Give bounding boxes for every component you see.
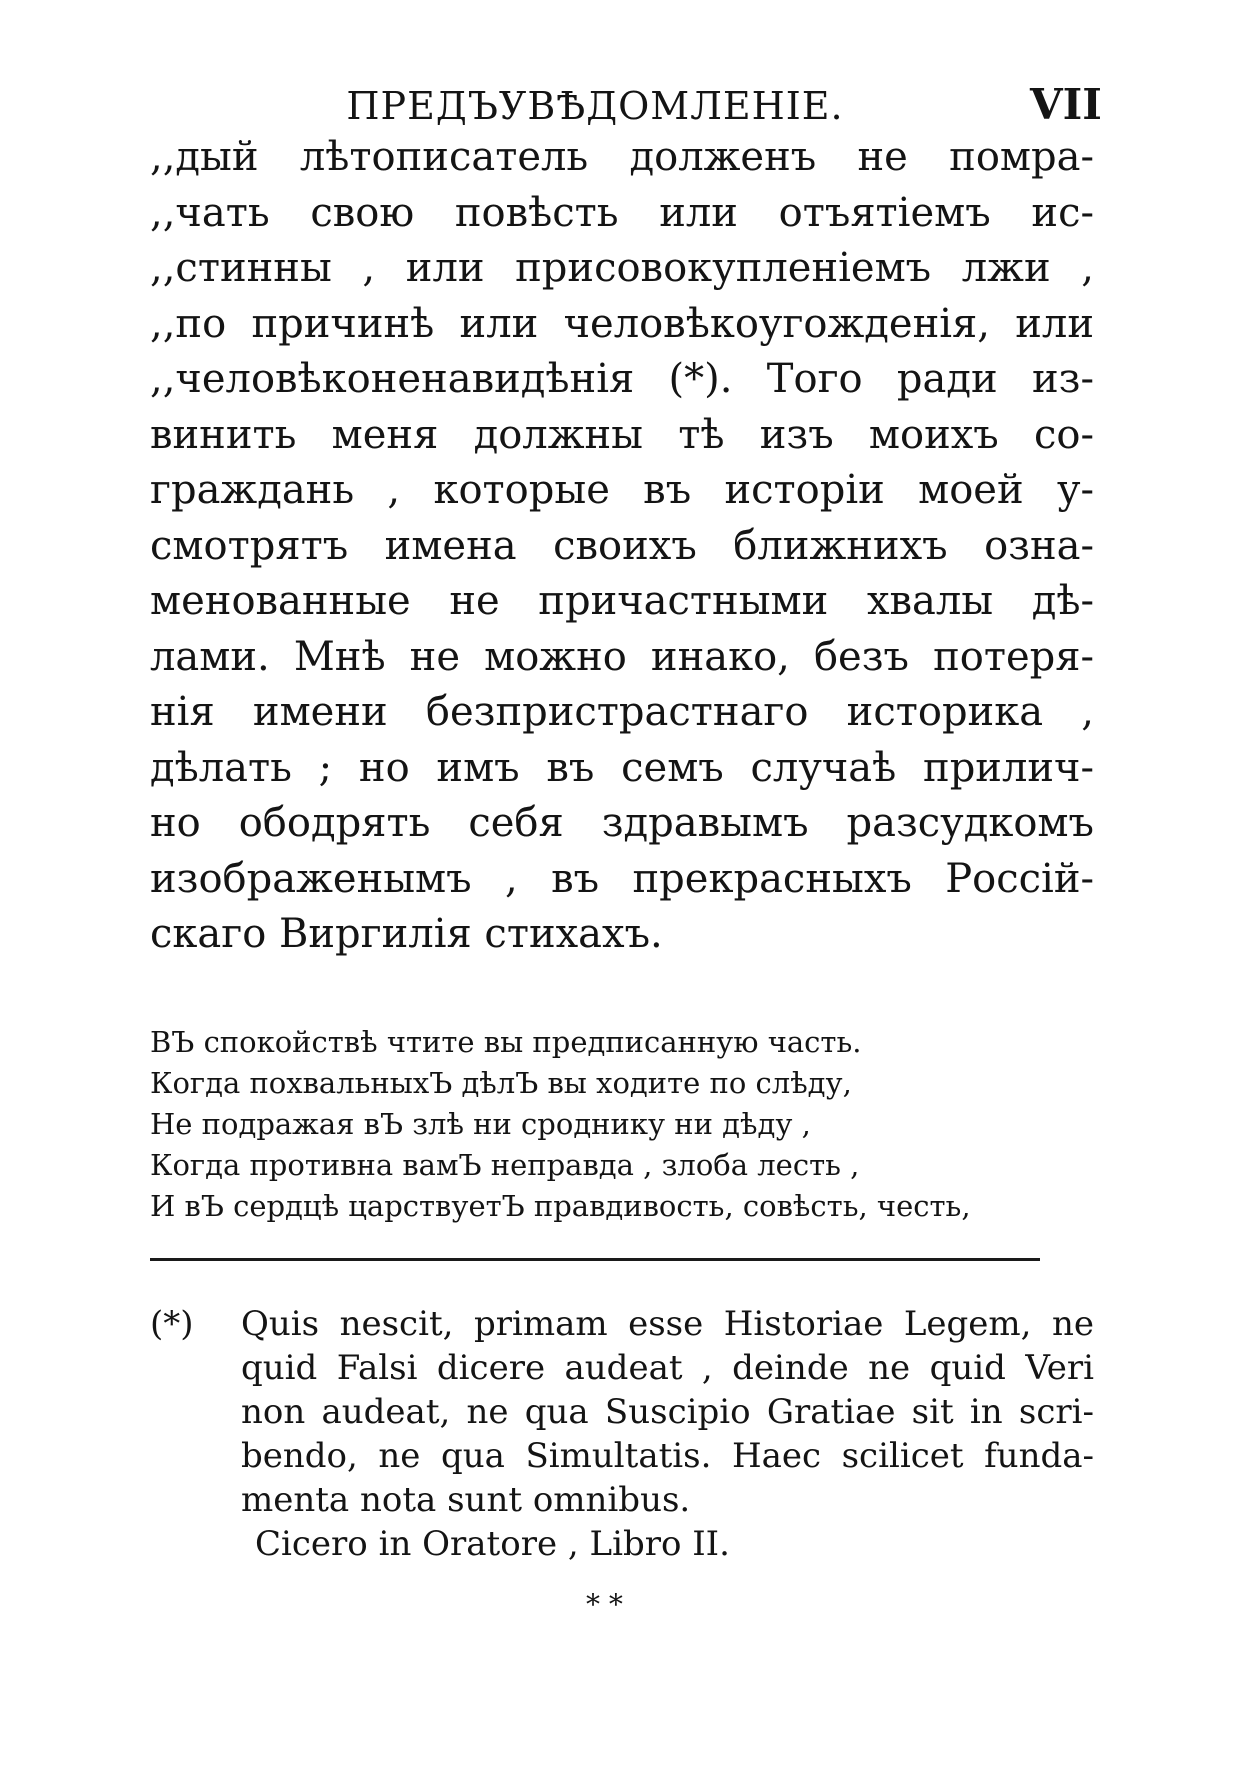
footnote-rule-right	[474, 1258, 1040, 1261]
footnote-line: bendo, ne qua Simultatis. Haec scilicet funda-	[241, 1436, 1094, 1476]
footnote-rule-left	[150, 1258, 482, 1261]
text-line: нія имени безпристрастнаго историка ,	[150, 689, 1094, 735]
text-line: скаго Виргилія стихахъ.	[150, 911, 663, 957]
text-line: граждань , которые въ исторіи моей у-	[150, 467, 1094, 513]
footnote-text	[241, 1302, 1094, 1522]
text-line: ,,чать свою повѣсть или отъятіемъ ис-	[150, 189, 1094, 236]
verse-line: ВЪ спокойствѣ чтите вы предписанную часть.	[150, 1025, 862, 1059]
main-text-block	[150, 130, 1094, 963]
running-head-title: ПРЕДЪУВѢДОМЛЕНІЕ.	[346, 84, 844, 128]
footnote-line: menta nota sunt omnibus.	[241, 1480, 691, 1520]
text-line: лами. Мнѣ не можно инако, безъ потеря-	[150, 633, 1094, 680]
verse-quotation	[150, 1022, 971, 1227]
verse-line: И вЪ сердцѣ царствуетЪ правдивость, совѣсть, честь,	[150, 1189, 971, 1223]
footnote-marker: (*)	[150, 1304, 194, 1344]
verse-line: Когда похвальныхЪ дѣлЪ вы ходите по слѣду,	[150, 1066, 852, 1100]
footnote-line: quid Falsi dicere audeat , deinde ne quid Veri	[241, 1348, 1094, 1388]
text-line: изображенымъ , въ прекрасныхъ Россій-	[150, 855, 1094, 902]
signature-mark: * *	[586, 1588, 623, 1621]
text-line: ,,человѣконенавидѣнія (*). Того ради из-	[150, 356, 1094, 402]
text-line: но ободрять себя здравымъ разсудкомъ	[150, 800, 1094, 846]
footnote-line: non audeat, ne qua Suscipio Gratiae sit in scri-	[241, 1392, 1094, 1432]
text-line: смотрятъ имена своихъ ближнихъ озна-	[150, 522, 1094, 569]
text-line: винить меня должны тѣ изъ моихъ со-	[150, 411, 1094, 458]
footnote-citation: Cicero in Oratore , Libro II.	[255, 1524, 730, 1564]
verse-line: Не подражая вЪ злѣ ни сроднику ни дѣду ,	[150, 1107, 811, 1141]
text-line: ,,стинны , или присовокупленіемъ лжи ,	[150, 245, 1094, 291]
verse-line: Когда противна вамЪ неправда , злоба лесть ,	[150, 1148, 860, 1182]
text-line: дѣлать ; но имъ въ семъ случаѣ прилич-	[150, 744, 1094, 791]
text-line: ,,дый лѣтописатель долженъ не помра-	[150, 134, 1094, 180]
page-number: VII	[1030, 80, 1102, 129]
text-line: менованные не причастными хвалы дѣ-	[150, 578, 1094, 624]
text-line: ,,по причинѣ или человѣкоугожденія, или	[150, 300, 1094, 347]
footnote-line: Quis nescit, primam esse Historiae Legem, ne	[241, 1304, 1094, 1344]
